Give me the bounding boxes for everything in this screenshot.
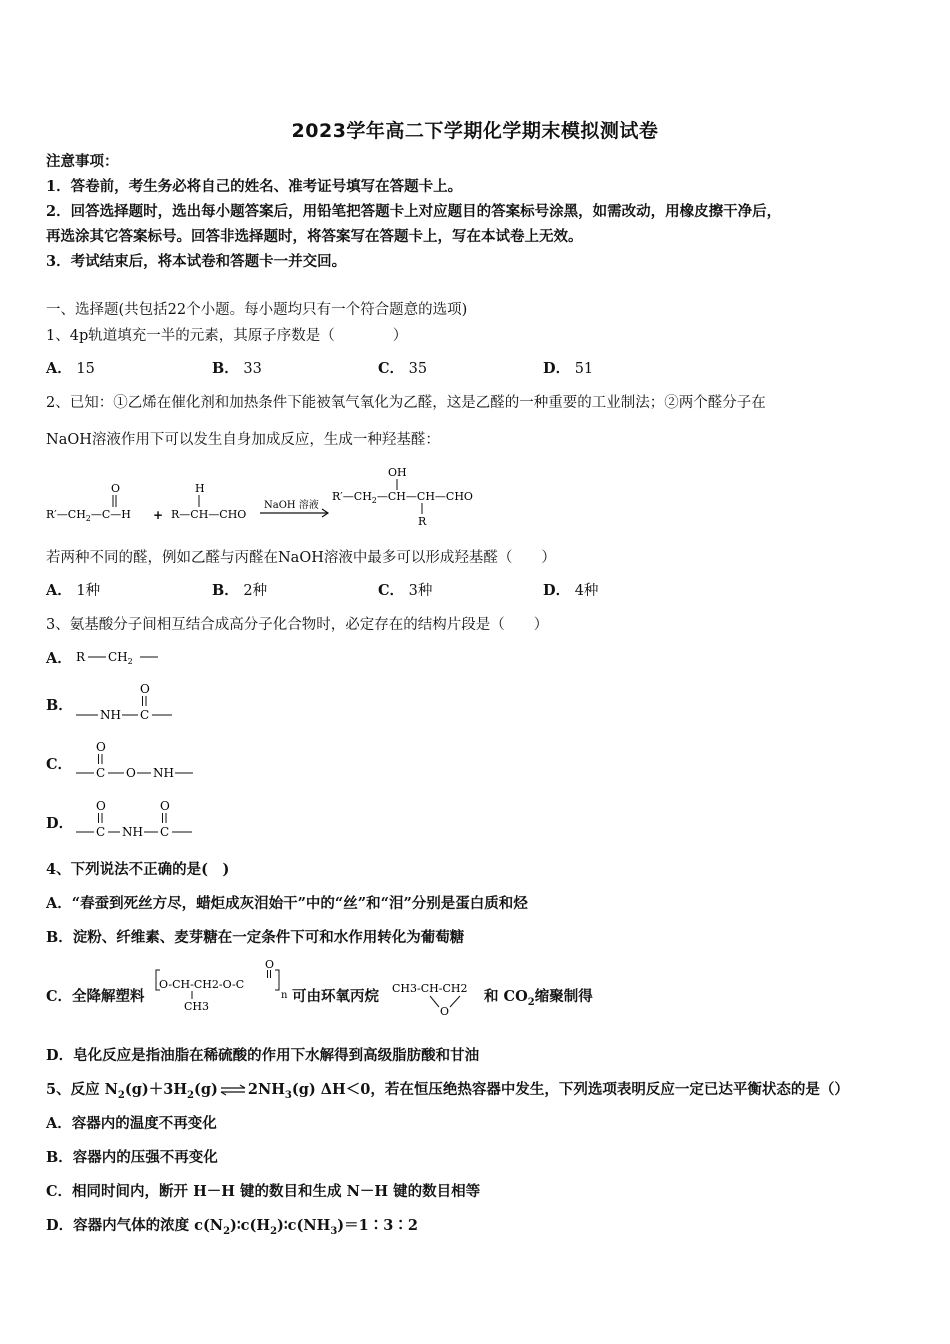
q3d-c2: C (160, 825, 170, 839)
arrow-condition: NaOH 溶液 (264, 500, 319, 511)
epoxide-chain: CH3-CH-CH2 (392, 982, 468, 995)
q1-option-d: D． 51 (543, 360, 594, 377)
q4-option-c-suffix: 和 $CO_2$缩聚制得 (484, 988, 593, 1008)
plus-sign: + (153, 508, 164, 522)
q4-stem: 4、下列说法不正确的是( ) (46, 861, 230, 878)
aldol-reaction-scheme (44, 462, 484, 532)
q3-option-b-key: B． (46, 697, 73, 714)
q4-epoxide-structure (392, 972, 484, 1018)
notice-item-3: 3．考试结束后，将本试卷和答题卡一并交回。 (46, 253, 347, 270)
q2-stem-3: 若两种不同的醛，例如乙醛与丙醛在NaOH溶液中最多可以形成羟基醛（ ） (46, 550, 556, 566)
q3-option-c-key: C． (46, 756, 73, 773)
q3d-o2: O (160, 799, 170, 813)
q2-option-c: C． 3种 (378, 582, 433, 599)
q4-option-d: D．皂化反应是指油脂在稀硫酸的作用下水解得到高级脂肪酸和甘油 (46, 1047, 480, 1064)
polymer-chain: O-CH-CH2-O-C (159, 978, 245, 991)
q2-option-a: A． 1种 (46, 582, 101, 599)
q3-option-a-key: A． (46, 650, 72, 667)
q4-polymer-structure (152, 958, 292, 1016)
q3a-ch2: $CH_2$ (108, 650, 133, 666)
q3-structure-d (74, 797, 204, 841)
q4-option-c-prefix: C．全降解塑料 (46, 988, 145, 1005)
epoxide-o: O (440, 1005, 450, 1018)
q3d-c1: C (96, 825, 106, 839)
q3b-c: C (140, 708, 150, 722)
q2-stem-1: 2、已知：①乙烯在催化剂和加热条件下能被氧气氧化为乙醛，这是乙醛的一种重要的工业制法；②两个醛分子在 (46, 395, 766, 411)
q1-stem: 1、4p轨道填充一半的元素，其原子序数是（ ） (46, 328, 408, 344)
q1-option-b: B． 33 (212, 360, 262, 377)
q3-stem: 3、氨基酸分子间相互结合成高分子化合物时，必定存在的结构片段是（ ） (46, 617, 549, 633)
q3d-o1: O (96, 799, 106, 813)
notice-item-1: 1．答卷前，考生务必将自己的姓名、准考证号填写在答题卡上。 (46, 178, 463, 195)
q3-option-d-key: D． (46, 815, 74, 832)
product-r: R (418, 515, 427, 528)
product: $R'—CH_2—CH—CH—CHO$ (332, 490, 473, 505)
polymer-o: O (265, 958, 275, 971)
q4-option-c-mid: 可由环氧丙烷 (292, 988, 379, 1005)
reactant1-carbonyl-o: O (111, 482, 121, 495)
q5-option-a: A．容器内的温度不再变化 (46, 1115, 217, 1132)
notice-heading: 注意事项： (46, 153, 119, 170)
section-heading: 一、选择题(共包括22个小题。每小题均只有一个符合题意的选项) (46, 302, 468, 318)
q5-option-d: D．容器内气体的浓度 $c(N_2)∶c(H_2)∶c(NH_3)=1∶3∶2$ (46, 1217, 418, 1237)
q4-option-b: B．淀粉、纤维素、麦芽糖在一定条件下可和水作用转化为葡萄糖 (46, 929, 465, 946)
q5-option-b: B．容器内的压强不再变化 (46, 1149, 218, 1166)
page-title: 2023学年高二下学期化学期末模拟测试卷 (291, 120, 659, 142)
notice-item-2-cont: 再选涂其它答案标号。回答非选择题时，将答案写在答题卡上，写在本试卷上无效。 (46, 228, 583, 245)
q3c-o-mid: O (126, 766, 136, 780)
q5-stem: 5、反应 $N_2(g)+3H_2(g)$ $2NH_3(g)$ ΔH＜0，若在恒压绝热容器中发生，下列选项表明反应一定已达平衡状态的是（） (46, 1081, 849, 1101)
q4-option-a: A．“春蚕到死丝方尽，蜡炬成灰泪始干”中的“丝”和“泪”分别是蛋白质和烃 (46, 895, 528, 912)
q2-stem-2: NaOH溶液作用下可以发生自身加成反应，生成一种羟基醛： (46, 432, 440, 448)
q3b-nh: NH (100, 708, 121, 722)
notice-item-2: 2．回答选择题时，选出每小题答案后，用铅笔把答题卡上对应题目的答案标号涂黑，如需改动，用橡皮擦干净后， (46, 203, 782, 220)
q3-structure-a (74, 644, 174, 670)
reactant2-h: H (195, 482, 205, 495)
q1-option-c: C． 35 (378, 360, 428, 377)
product-oh: OH (388, 466, 407, 479)
q3c-o-top: O (96, 740, 106, 754)
q3-structure-b (74, 680, 184, 724)
q2-option-b: B． 2种 (212, 582, 268, 599)
reactant2: R—CH—CHO (171, 508, 247, 521)
polymer-ch3: CH3 (184, 1000, 210, 1013)
equilibrium-arrows-icon (219, 1084, 247, 1096)
q3a-r: R (76, 650, 86, 664)
q2-option-d: D． 4种 (543, 582, 599, 599)
polymer-n: n (281, 990, 288, 1001)
q3c-c: C (96, 766, 106, 780)
q1-option-a: A． 15 (46, 360, 95, 377)
q3d-nh: NH (122, 825, 143, 839)
q3-structure-c (74, 738, 204, 782)
q3c-nh: NH (153, 766, 174, 780)
q5-option-c: C．相同时间内，断开 H－H 键的数目和生成 N－H 键的数目相等 (46, 1183, 481, 1200)
q3b-o: O (140, 682, 150, 696)
reactant1-left: $R'—CH_2—C—H$ (46, 508, 131, 523)
